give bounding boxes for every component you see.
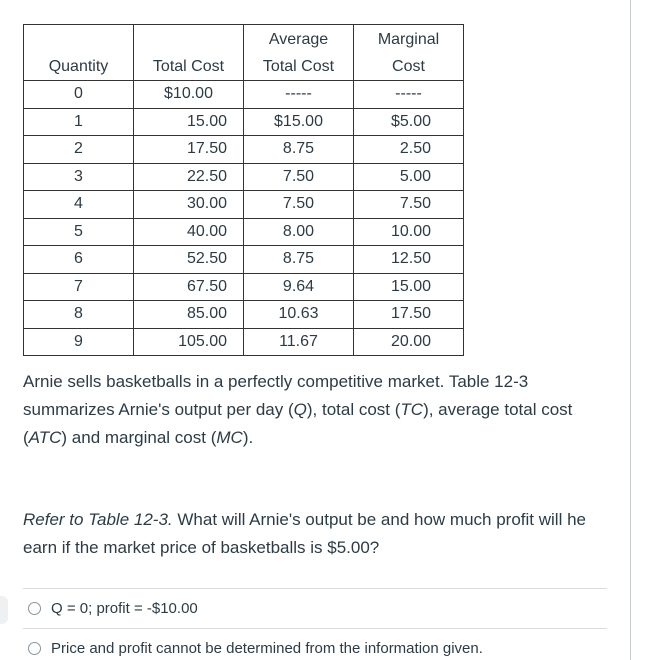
cell-total-cost: 105.00 (134, 328, 244, 356)
cell-total-cost: $10.00 (134, 81, 244, 109)
cell-marginal-cost: 15.00 (354, 273, 464, 301)
cell-quantity: 9 (24, 328, 134, 356)
cell-average-total-cost: 9.64 (244, 273, 354, 301)
header-marginal-cost: Marginal Cost (354, 25, 464, 81)
table-row (24, 218, 464, 246)
cell-average-total-cost: 8.00 (244, 218, 354, 246)
radio-button[interactable] (28, 642, 41, 655)
table-header-row (24, 25, 464, 81)
cost-table (23, 24, 464, 356)
right-divider (630, 0, 631, 660)
header-total-cost: Total Cost (134, 25, 244, 81)
table-row (24, 328, 464, 356)
question-text: Refer to Table 12-3. What will Arnie's output be and how much profit will he earn if the market price of basketballs is $5.00? (23, 510, 586, 557)
header-quantity: Quantity (24, 25, 134, 81)
cell-total-cost: 67.50 (134, 273, 244, 301)
cell-total-cost: 85.00 (134, 301, 244, 329)
cell-average-total-cost: $15.00 (244, 108, 354, 136)
intro-paragraph: Arnie sells basketballs in a perfectly competitive market. Table 12-3 summarizes Arnie's output per day (Q), total cost (TC), average total cost (ATC) and marginal cost (MC). (23, 372, 573, 447)
table-row (24, 273, 464, 301)
option-divider (23, 588, 607, 589)
cell-marginal-cost: $5.00 (354, 108, 464, 136)
cell-total-cost: 15.00 (134, 108, 244, 136)
cell-marginal-cost: 17.50 (354, 301, 464, 329)
table-row (24, 81, 464, 109)
table-row (24, 163, 464, 191)
cell-quantity: 6 (24, 246, 134, 274)
header-average-total-cost: Average Total Cost (244, 25, 354, 81)
table-row (24, 136, 464, 164)
cell-quantity: 2 (24, 136, 134, 164)
cell-quantity: 3 (24, 163, 134, 191)
answer-option-label: Price and profit cannot be determined from the information given. (51, 640, 483, 657)
cell-average-total-cost: 7.50 (244, 163, 354, 191)
cell-total-cost: 17.50 (134, 136, 244, 164)
cell-marginal-cost: 20.00 (354, 328, 464, 356)
answer-option-2[interactable] (28, 640, 483, 657)
cell-marginal-cost: 10.00 (354, 218, 464, 246)
cell-average-total-cost: ----- (244, 81, 354, 109)
cell-average-total-cost: 8.75 (244, 136, 354, 164)
table-row (24, 108, 464, 136)
cell-marginal-cost: 7.50 (354, 191, 464, 219)
cell-average-total-cost: 10.63 (244, 301, 354, 329)
table-row (24, 301, 464, 329)
table-row (24, 191, 464, 219)
cell-average-total-cost: 8.75 (244, 246, 354, 274)
cell-total-cost: 30.00 (134, 191, 244, 219)
cell-total-cost: 22.50 (134, 163, 244, 191)
radio-button[interactable] (28, 602, 41, 615)
answer-option-1[interactable] (28, 600, 198, 617)
cell-quantity: 1 (24, 108, 134, 136)
cell-marginal-cost: ----- (354, 81, 464, 109)
table-body (24, 81, 464, 356)
cell-marginal-cost: 5.00 (354, 163, 464, 191)
cell-marginal-cost: 12.50 (354, 246, 464, 274)
cell-quantity: 0 (24, 81, 134, 109)
answer-option-label: Q = 0; profit = -$10.00 (51, 600, 198, 617)
cell-quantity: 7 (24, 273, 134, 301)
cell-average-total-cost: 11.67 (244, 328, 354, 356)
cell-average-total-cost: 7.50 (244, 191, 354, 219)
table-row (24, 246, 464, 274)
cell-marginal-cost: 2.50 (354, 136, 464, 164)
cell-quantity: 5 (24, 218, 134, 246)
question-reference: Refer to Table 12-3. (23, 510, 173, 529)
cell-total-cost: 52.50 (134, 246, 244, 274)
cell-total-cost: 40.00 (134, 218, 244, 246)
cell-quantity: 4 (24, 191, 134, 219)
left-edge-tab (0, 596, 8, 624)
cell-quantity: 8 (24, 301, 134, 329)
option-divider (23, 628, 607, 629)
